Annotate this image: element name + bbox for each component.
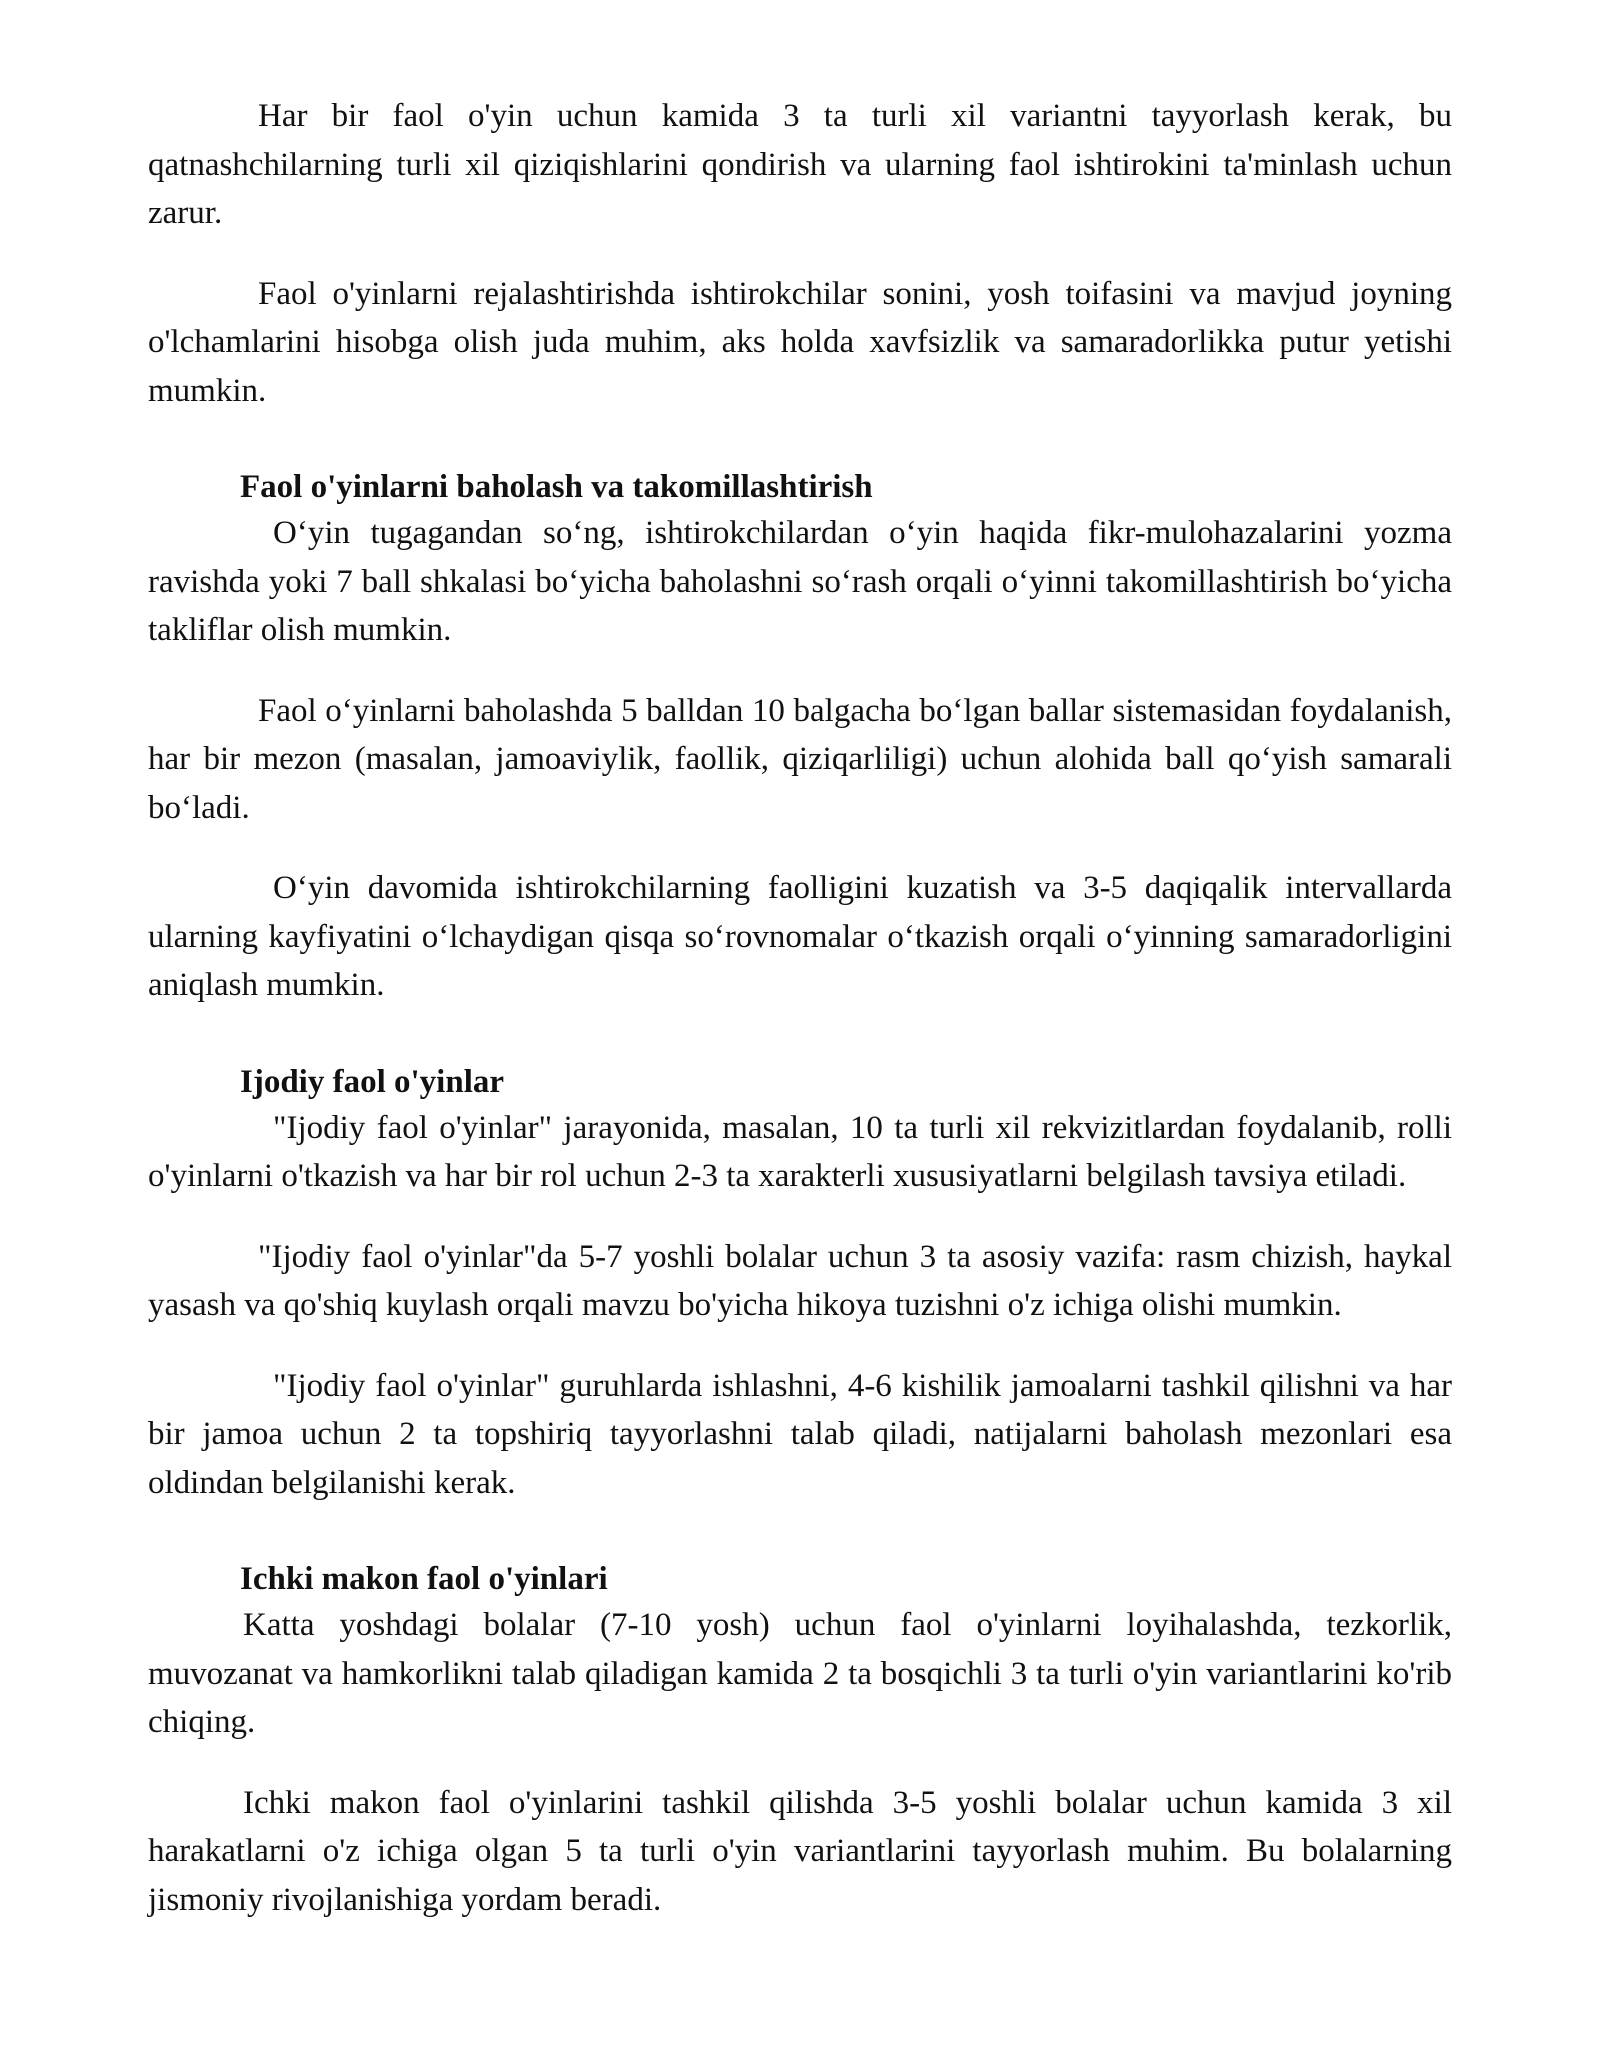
section-heading-indoor: Ichki makon faol o'yinlari (240, 1561, 608, 1597)
section-heading-creative: Ijodiy faol o'yinlar (240, 1063, 505, 1100)
paragraph-scoring: Faol o‘yinlarni baholashda 5 balldan 10 balgacha bo‘lgan ballar sistemasidan foydalanish, har bir mezon (masalan, jamoaviylik, faollik, qiziqarliligi) uchun alohida ball qo‘yish samarali bo‘ladi. (148, 692, 1452, 826)
document-page (148, 92, 1452, 1956)
paragraph-younger-children: Ichki makon faol o'yinlarini tashkil qilishda 3-5 yoshli bolalar uchun kamida 3 xil harakatlarni o'z ichiga olgan 5 ta turli o'yin variantlarini tayyorlash muhim. Bu bolalarning jismoniy rivojlanishiga yordam beradi. (148, 1784, 1452, 1918)
paragraph-planning: Faol o'yinlarni rejalashtirishda ishtirokchilar sonini, yosh toifasini va mavjud joyning o'lchamlarini hisobga olish juda muhim, aks holda xavfsizlik va samaradorlikka putur yetishi mumkin. (148, 275, 1452, 409)
paragraph-props: "Ijodiy faol o'yinlar" jarayonida, masalan, 10 ta turli xil rekvizitlardan foydalanib, rolli o'yinlarni o'tkazish va har bir rol uchun 2-3 ta xarakterli xususiyatlarni belgilash tavsiya etiladi. (148, 1109, 1452, 1194)
paragraph-older-children: Katta yoshdagi bolalar (7-10 yosh) uchun faol o'yinlarni loyihalashda, tezkorlik, muvozanat va hamkorlikni talab qiladigan kamida 2 ta bosqichli 3 ta turli o'yin variantlarini ko'rib chiqing. (148, 1607, 1452, 1740)
paragraph-variants: Har bir faol o'yin uchun kamida 3 ta turli xil variantni tayyorlash kerak, bu qatnashchilarning turli xil qiziqishlarini qondirish va ularning faol ishtirokini ta'minlash uchun zarur. (148, 98, 1452, 231)
section-heading-evaluation: Faol o'yinlarni baholash va takomillashtirish (240, 469, 873, 505)
paragraph-feedback: O‘yin tugagandan so‘ng, ishtirokchilardan o‘yin haqida fikr-mulohazalarini yozma ravishda yoki 7 ball shkalasi bo‘yicha baholashni so‘rash orqali o‘yinni takomillashtirish bo‘yicha takliflar olish mumkin. (148, 515, 1452, 648)
paragraph-creative-tasks: "Ijodiy faol o'yinlar"da 5-7 yoshli bolalar uchun 3 ta asosiy vazifa: rasm chizish, haykal yasash va qo'shiq kuylash orqali mavzu bo'yicha hikoya tuzishni o'z ichiga olishi mumkin. (148, 1238, 1452, 1323)
paragraph-group-work: "Ijodiy faol o'yinlar" guruhlarda ishlashni, 4-6 kishilik jamoalarni tashkil qilishni va har bir jamoa uchun 2 ta topshiriq tayyorlashni talab qiladi, natijalarni baholash mezonlari esa oldindan belgilanishi kerak. (148, 1367, 1452, 1501)
paragraph-observation: O‘yin davomida ishtirokchilarning faolligini kuzatish va 3-5 daqiqalik intervallarda ularning kayfiyatini o‘lchaydigan qisqa so‘rovnomalar o‘tkazish orqali o‘yinning samaradorligini aniqlash mumkin. (148, 870, 1452, 1003)
